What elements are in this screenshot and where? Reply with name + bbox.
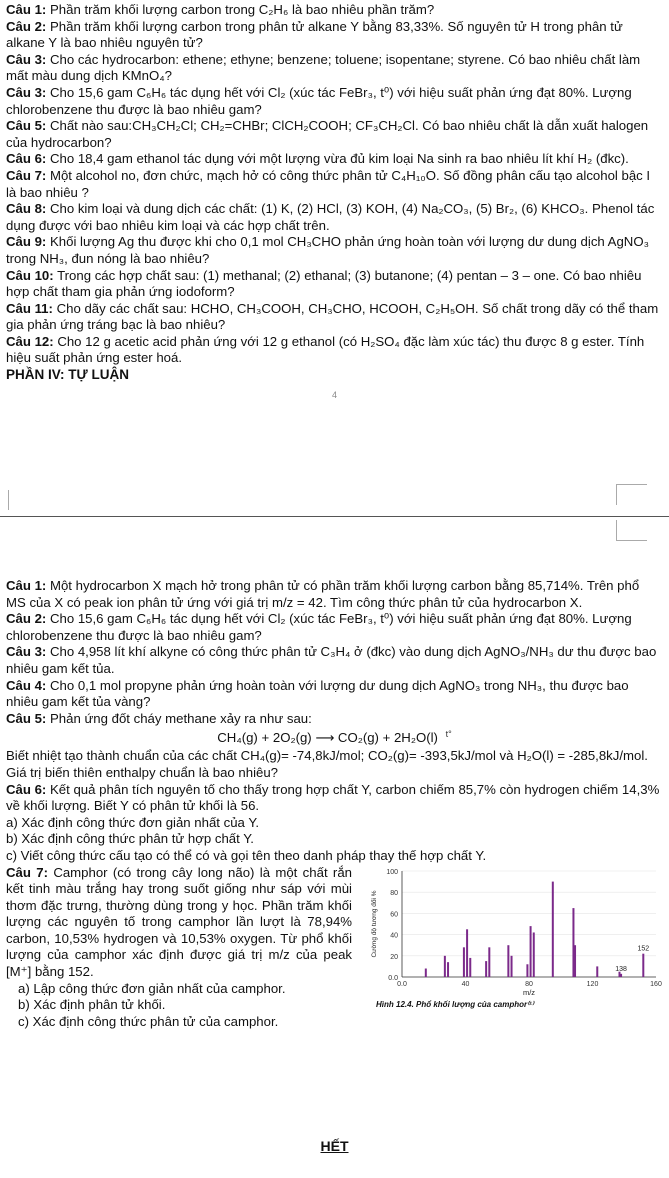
essay-question-6b: b) Xác định công thức phân tử hợp chất Y. — [6, 831, 254, 847]
camphor-section — [0, 865, 669, 1031]
essay-question-2: Câu 2: Cho 15,6 gam C₆H₆ tác dụng hết với Cl₂ (xúc tác FeBr₃, t⁰) với hiệu suất phản ứng đạt 80%. Lượng chlorobenzene thu được là bao nhiêu gam? — [6, 611, 632, 643]
y-tick-label: 60 — [390, 910, 398, 918]
end-marker: HẾT — [320, 1138, 349, 1154]
peak-label: 152 — [637, 945, 650, 953]
y-tick-label: 100 — [386, 868, 398, 876]
question-3b: Câu 3: Cho 15,6 gam C₆H₆ tác dụng hết với Cl₂ (xúc tác FeBr₃, t⁰) với hiệu suất phản ứng đạt 80%. Lượng chlorobenzene thu được là bao nhiêu gam? — [6, 84, 632, 117]
question-7: Câu 7: Một alcohol no, đơn chức, mạch hở có công thức phân tử C₄H₁₀O. Số đồng phân cấu tạo alcohol bậc I là bao nhiêu ? — [6, 167, 651, 200]
x-tick-label: 40 — [461, 980, 470, 988]
x-axis-label: m/z — [522, 987, 536, 997]
spectrum-peak — [511, 955, 513, 976]
part3-questions — [0, 2, 669, 400]
spectrum-peak — [466, 929, 468, 977]
question-1: Câu 1: Phần trăm khối lượng carbon trong C₂H₆ là bao nhiêu phần trăm? — [6, 2, 435, 17]
essay-question-4: Câu 4: Cho 0,1 mol propyne phản ứng hoàn toàn với lượng dư dung dịch AgNO₃ trong NH₃, thu được bao nhiêu gam kết tủa vàng? — [6, 677, 629, 710]
spectrum-peak — [485, 961, 487, 977]
peak-label: 138 — [615, 965, 627, 973]
spectrum-peak — [620, 973, 622, 976]
x-tick-label: 120 — [586, 980, 599, 988]
part4-questions — [0, 578, 669, 1030]
camphor-mass-spectrum — [364, 865, 664, 1015]
spectrum-peak — [596, 966, 598, 977]
page-corner-right-bottom — [616, 520, 647, 541]
y-tick-label: 0.0 — [388, 974, 398, 982]
spectrum-peak — [642, 953, 644, 976]
x-tick-label: 160 — [650, 980, 662, 988]
spectrum-peak — [507, 945, 509, 977]
essay-question-6c: c) Viết công thức cấu tạo có thể có và gọi tên theo danh pháp thay thế hợp chất Y. — [6, 847, 487, 863]
question-3a: Câu 3: Cho các hydrocarbon: ethene; ethyne; benzene; toluene; isopentane; styrene. Có bao nhiêu chất làm mất màu dung dịch KMnO₄? — [6, 51, 641, 84]
question-12: Câu 12: Cho 12 g acetic acid phản ứng với 12 g ethanol (có H₂SO₄ đặc làm xúc tác) thu được 8 g ester. Tính hiệu suất phản ứng ester hoá. — [6, 333, 645, 366]
y-tick-label: 40 — [390, 932, 398, 940]
essay-question-1: Câu 1: Một hydrocarbon X mạch hở trong phân tử có phần trăm khối lượng carbon bằng 85,714%. Trên phổ MS của X có peak ion phân tử ứng với giá trị m/z = 42. Tìm công thức phân tử của hydrocarbon X. — [6, 578, 640, 610]
chart-root — [369, 869, 662, 1009]
x-tick-label: 80 — [525, 980, 533, 988]
page-corner-right-top — [616, 484, 647, 505]
question-9: Câu 9: Khối lượng Ag thu được khi cho 0,1 mol CH₃CHO phản ứng hoàn toàn với lượng dư dung dịch AgNO₃ trong NH₃, đun nóng là bao nhiêu? — [6, 234, 649, 266]
essay-question-5: Câu 5: Phản ứng đốt cháy methane xảy ra như sau: — [6, 710, 312, 726]
essay-question-7a: a) Lập công thức đơn giản nhất của camphor. — [18, 980, 286, 996]
question-11: Câu 11: Cho dãy các chất sau: HCHO, CH₃COOH, CH₃CHO, HCOOH, C₂H₅OH. Số chất trong dãy có thể tham gia phản ứng tráng bạc là bao nhiêu? — [6, 300, 659, 333]
camphor-text — [0, 865, 360, 998]
arrow-condition: t° — [445, 728, 452, 739]
part4-heading: PHẦN IV: TỰ LUẬN — [6, 367, 129, 383]
question-5: Câu 5: Chất nào sau:CH₃CH₂Cl; CH₂=CHBr; ClCH₂COOH; CF₃CH₂Cl. Có bao nhiêu chất là dẫn xuất halogen của hydrocarbon? — [6, 118, 649, 150]
spectrum-peak — [574, 945, 576, 977]
spectrum-peak — [463, 947, 465, 977]
spectrum-peak — [425, 968, 427, 976]
spectrum-peak — [469, 957, 471, 976]
x-tick-label: 0.0 — [397, 980, 407, 988]
spectrum-peak — [530, 926, 532, 977]
page-number: 4 — [331, 390, 337, 401]
essay-question-6a: a) Xác định công thức đơn giản nhất của Y. — [6, 814, 260, 830]
spectrum-peak — [526, 964, 528, 977]
question-6: Câu 6: Cho 18,4 gam ethanol tác dụng với một lượng vừa đủ kim loại Na sinh ra bao nhiêu lít khí H₂ (đkc). — [6, 151, 629, 167]
y-axis-label: Cường độ tương đối % — [371, 889, 378, 958]
y-tick-label: 80 — [390, 889, 398, 897]
question-10: Câu 10: Trong các hợp chất sau: (1) methanal; (2) ethanal; (3) butanone; (4) pentan – 3 – one. Có bao nhiêu hợp chất tham gia phản ứng iodoform? — [6, 267, 642, 300]
page-corner-left — [8, 490, 9, 510]
spectrum-peak — [533, 932, 535, 977]
page-break — [0, 470, 669, 560]
essay-question-7b: b) Xác định phân tử khối. — [18, 997, 166, 1013]
spectrum-peak — [444, 955, 446, 976]
chart-caption: Hình 12.4. Phổ khối lượng của camphor⁽¹⁾ — [376, 999, 534, 1009]
essay-question-3: Câu 3: Cho 4,958 lít khí alkyne có công thức phân tử C₃H₄ ở (đkc) vào dung dịch AgNO₃/NH₃ dư thu được bao nhiêu gam kết tủa. — [6, 644, 657, 676]
spectrum-peak — [447, 962, 449, 977]
essay-question-7: Câu 7: Camphor (có trong cây long não) là một chất rắn kết tinh màu trắng hay trong suốt giống như sáp với mùi thơm đặc trưng, thường dùng trong y học. Phần trăm khối lượng các nguyên tố trong camphor lần lượt là 78,94% carbon, 10,53% hydrogen và 10,53% oxygen. Từ phổ khối lượng của camphor xác định được giá trị m/z của peak [M⁺] bằng 152. — [6, 864, 352, 980]
spectrum-peak — [552, 881, 554, 976]
essay-question-6: Câu 6: Kết quả phân tích nguyên tố cho thấy trong hợp chất Y, carbon chiếm 85,7% còn hydrogen chiếm 14,3% về khối lượng. Biết Y có phân tử khối là 56. — [6, 781, 660, 814]
question-8: Câu 8: Cho kim loại và dung dịch các chất: (1) K, (2) HCl, (3) KOH, (4) Na₂CO₃, (5) Br₂, (6) KHCO₃. Phenol tác dụng được với bao nhiêu kim loại và các hợp chất trên. — [6, 201, 655, 233]
essay-question-7c: c) Xác định công thức phân tử của camphor. — [18, 1013, 279, 1029]
spectrum-peak — [488, 947, 490, 977]
combustion-equation: CH₄(g) + 2O₂(g) ⟶ CO₂(g) + 2H₂O(l) $^{t^\circ}$ — [217, 728, 452, 746]
essay-question-5-detail: Biết nhiệt tạo thành chuẩn của các chất CH₄(g)= -74,8kJ/mol; CO₂(g)= -393,5kJ/mol và H₂O(l) = -285,8kJ/mol. Giá trị biến thiên enthalpy chuẩn là bao nhiêu? — [6, 748, 648, 780]
y-tick-label: 20 — [390, 953, 398, 961]
page-divider — [0, 516, 669, 517]
question-2: Câu 2: Phần trăm khối lượng carbon trong phân tử alkane Y bằng 83,33%. Số nguyên tử H trong phân tử alkane Y là bao nhiêu nguyên tử? — [6, 18, 623, 51]
